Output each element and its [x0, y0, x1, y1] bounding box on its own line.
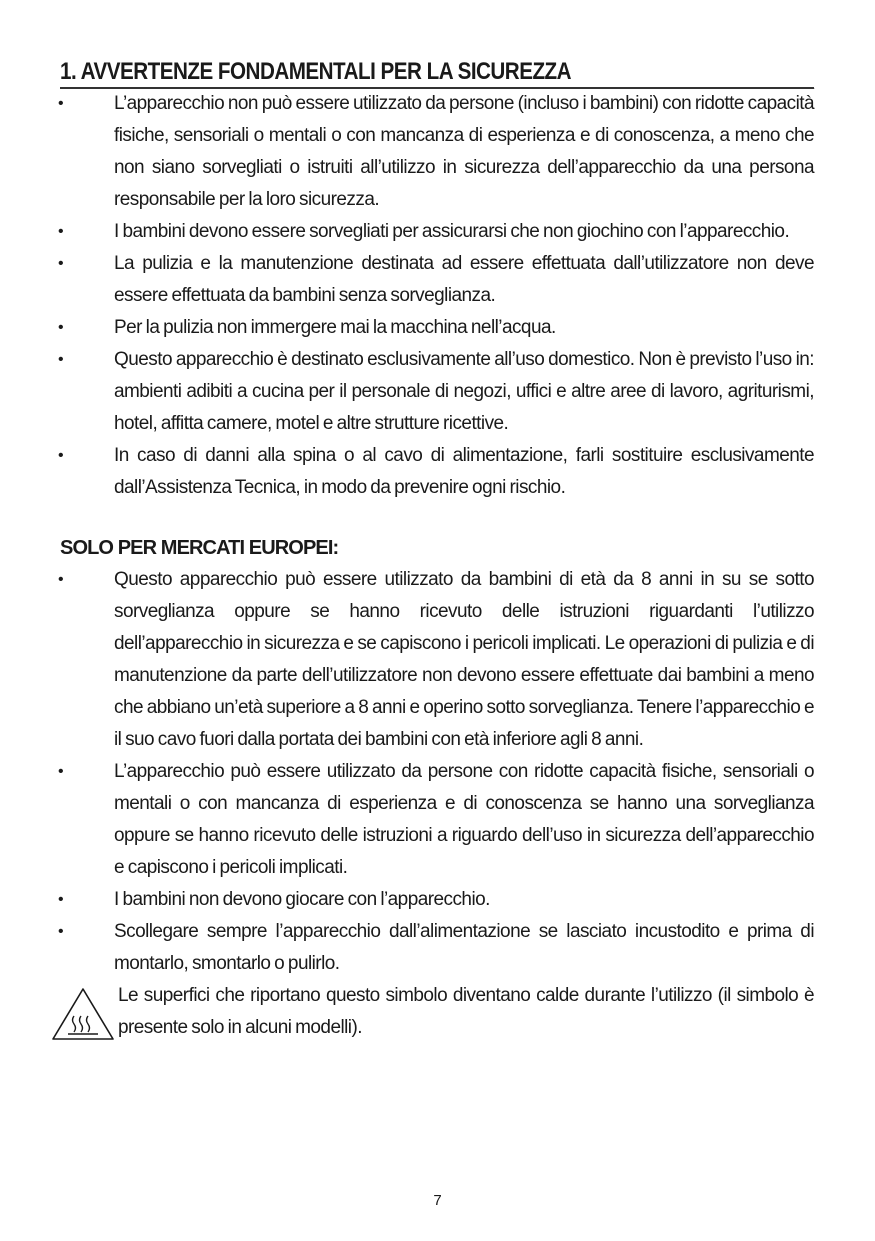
list-item-text: L’apparecchio può essere utilizzato da persone con ridotte capacità fisiche, sensoriali o mentali o con mancanza di esperienza e di conoscenza se hanno una sorveglianza oppure se hanno ricevuto delle istruzioni a riguardo dell’uso in sicurezza dell’apparecchio e capiscono i pericoli implicati. [114, 761, 814, 878]
bullet: • [58, 891, 64, 908]
list-item-text: L’apparecchio non può essere utilizzato da persone (incluso i bambini) con ridotte capacità fisiche, sensoriali o mentali o con mancanza di esperienza e di conoscenza, a meno che non siano sorvegliati o istruiti all’utilizzo in sicurezza dell’apparecchio da una persona responsabile per la loro sicurezza. [114, 93, 814, 210]
bullet: • [58, 223, 64, 240]
hot-surface-note [60, 980, 814, 1044]
list-item-text: Per la pulizia non immergere mai la macchina nell’acqua. [114, 317, 556, 338]
safety-warnings-list [60, 88, 814, 504]
list-item-text: La pulizia e la manutenzione destinata ad essere effettuata dall’utilizzatore non deve essere effettuata da bambini senza sorveglianza. [114, 253, 814, 306]
list-item-text: Questo apparecchio può essere utilizzato da bambini di età da 8 anni in su se sotto sorveglianza oppure se hanno ricevuto delle istruzioni riguardanti l’utilizzo dell’apparecchio in sicurezza e se capiscono i pericoli implicati. Le operazioni di pulizia e di manutenzione da parte dell’utilizzatore non devono essere effettuate dai bambini a meno che abbiano un’età superiore a 8 anni e operino sotto sorveglianza. Tenere l’apparecchio e il suo cavo fuori dalla portata dei bambini con età inferiore agli 8 anni. [114, 569, 814, 750]
europe-warnings-list [60, 564, 814, 980]
list-item-text: In caso di danni alla spina o al cavo di alimentazione, farli sostituire esclusivamente dall’Assistenza Tecnica, in modo da prevenire ogni rischio. [114, 445, 814, 498]
list-item-text: Scollegare sempre l’apparecchio dall’alimentazione se lasciato incustodito e prima di montarlo, smontarlo o pulirlo. [114, 921, 814, 974]
bullet: • [58, 571, 64, 588]
hot-surface-warning-icon [50, 986, 116, 1042]
list-item [60, 312, 814, 344]
list-item [60, 564, 814, 756]
bullet: • [58, 351, 64, 368]
list-item-text: Questo apparecchio è destinato esclusivamente all’uso domestico. Non è previsto l’uso in: ambienti adibiti a cucina per il personale di negozi, uffici e altre aree di lavoro, agriturismi, hotel, affitta camere, motel e altre strutture ricettive. [114, 349, 814, 434]
section-heading: 1. AVVERTENZE FONDAMENTALI PER LA SICUREZZA [60, 56, 814, 89]
bullet: • [58, 319, 64, 336]
bullet: • [58, 447, 64, 464]
list-item [60, 756, 814, 884]
bullet: • [58, 95, 64, 112]
list-item [60, 884, 814, 916]
list-item [60, 88, 814, 216]
list-item-text: I bambini devono essere sorvegliati per assicurarsi che non giochino con l’apparecchio. [114, 221, 790, 242]
hot-surface-note-text: Le superfici che riportano questo simbolo diventano calde durante l’utilizzo (il simbolo è presente solo in alcuni modelli). [118, 985, 814, 1038]
list-item [60, 216, 814, 248]
list-item [60, 916, 814, 980]
page-number: 7 [433, 1192, 442, 1209]
bullet: • [58, 255, 64, 272]
list-item [60, 248, 814, 312]
europe-heading: SOLO PER MERCATI EUROPEI: [60, 537, 339, 559]
document-page [60, 56, 814, 1044]
list-item [60, 440, 814, 504]
list-item-text: I bambini non devono giocare con l’apparecchio. [114, 889, 490, 910]
list-item [60, 344, 814, 440]
bullet: • [58, 763, 64, 780]
bullet: • [58, 923, 64, 940]
